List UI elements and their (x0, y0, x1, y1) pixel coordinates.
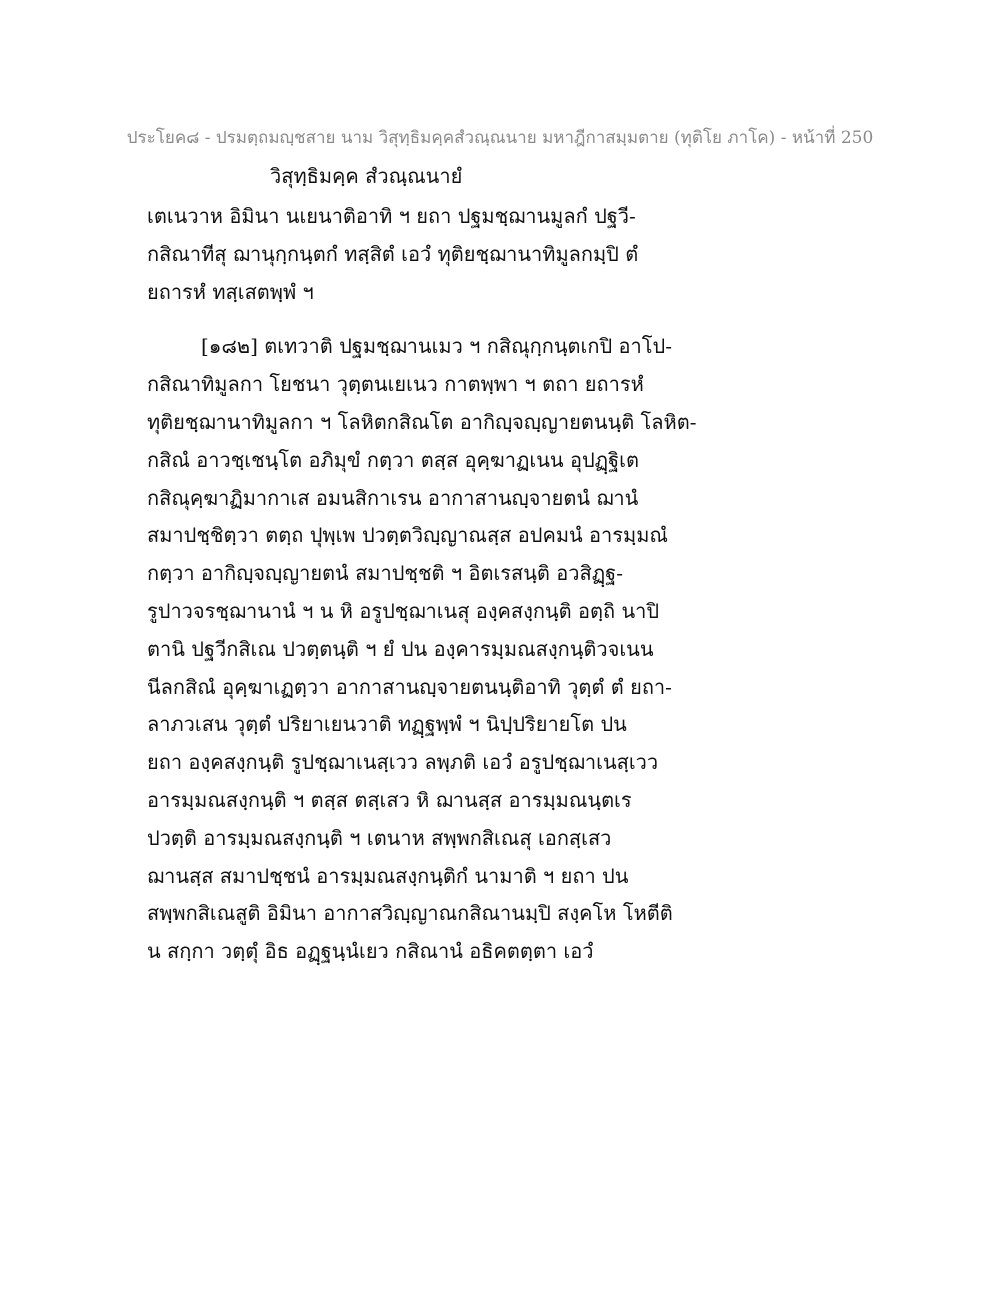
text-line: [๑๘๒] ตเทวาติ ปฐมชฺฌานเมว ฯ กสิณุกฺกนฺตเกปิ อาโป- (201, 334, 672, 359)
text-line: อารมฺมณสงฺกนฺติ ฯ ตสฺส ตสฺเสว หิ ฌานสฺส อารมฺมณนฺตเร (147, 787, 632, 812)
text-line: ยถา องฺคสงฺกนฺติ รูปชฺฌาเนสฺเวว ลพฺภติ เอวํ อรูปชฺฌาเนสฺเวว (147, 750, 659, 775)
text-line: กสิณุคฺฆาฏิมากาเส อมนสิกาเรน อากาสานญฺจายตนํ ฌานํ (147, 485, 639, 510)
text-line: ฌานสฺส สมาปชฺชนํ อารมฺมณสงฺกนฺติกํ นามาติ ฯ ยถา ปน (147, 863, 629, 888)
text-line: เตเนวาห อิมินา นเยนาติอาทิ ฯ ยถา ปฐมชฺฌานมูลกํ ปฐวี- (147, 204, 636, 228)
text-line: กสิณาทีสุ ฌานุกฺกนฺตกํ ทสฺสิตํ เอวํ ทุติยชฺฌานาทิมูลกมฺปิ ตํ (147, 241, 639, 266)
text-line: ตานิ ปฐวีกสิเณ ปวตฺตนฺติ ฯ ยํ ปน องฺคารมฺมณสงฺกนฺติวจเนน (147, 636, 654, 661)
text-line: สพฺพกสิเณสูติ อิมินา อากาสวิญฺญาณกสิณานมฺปิ สงฺคโห โหตีติ (147, 901, 673, 926)
text-line: นีลกสิณํ อุคฺฆาเฏตฺวา อากาสานญฺจายตนนฺติอาทิ วุตฺตํ ตํ ยถา- (147, 674, 672, 699)
text-line: ยถารหํ ทสฺเสตพฺพํ ฯ (147, 279, 314, 304)
section-title: วิสุทฺธิมคฺค สํวณฺณนายํ (270, 164, 463, 188)
running-header: ประโยค๘ - ปรมตฺถมญฺชสาย นาม วิสุทฺธิมคฺคสํวณฺณนาย มหาฎีกาสมฺมตาย (ทุติโย ภาโค) - หน้าที่ 250 (126, 128, 874, 148)
text-line: กสิณํ อาวชฺเชนฺโต อภิมุขํ กตฺวา ตสฺส อุคฺฆาฏเนน อุปฏฺฐิเต (147, 447, 639, 472)
paragraph-1 (147, 198, 907, 311)
text-line: ทุติยชฺฌานาทิมูลกา ฯ โลหิตกสิณโต อากิญฺจญฺญายตนนฺติ โลหิต- (147, 409, 697, 434)
text-line: น สกฺกา วตฺตุํ อิธ อฏฺฐนฺนํเยว กสิณานํ อธิคตตฺตา เอวํ (147, 939, 594, 964)
text-line: ลาภวเสน วุตฺตํ ปริยาเยนวาติ ทฏฺฐพฺพํ ฯ นิปฺปริยายโต ปน (147, 712, 627, 737)
text-line: รูปาวจรชฺฌานานํ ฯ น หิ อรูปชฺฌาเนสุ องฺคสงฺกนฺติ อตฺถิ นาปิ (147, 598, 660, 623)
text-line: กตฺวา อากิญฺจญฺญายตนํ สมาปชฺชติ ฯ อิตเรสนฺติ อวสิฏฺฐ- (147, 561, 623, 586)
text-line: กสิณาทิมูลกา โยชนา วุตฺตนเยเนว กาตพฺพา ฯ ตถา ยถารหํ (147, 372, 644, 397)
body-text (147, 198, 907, 971)
text-line: ปวตฺติ อารมฺมณสงฺกนฺติ ฯ เตนาห สพฺพกสิเณสุ เอกสฺเสว (147, 825, 612, 850)
paragraph-2 (147, 328, 907, 971)
text-line: สมาปชฺชิตฺวา ตตฺถ ปุพฺเพ ปวตฺตวิญฺญาณสฺส อปคมนํ อารมฺมณํ (147, 523, 668, 548)
